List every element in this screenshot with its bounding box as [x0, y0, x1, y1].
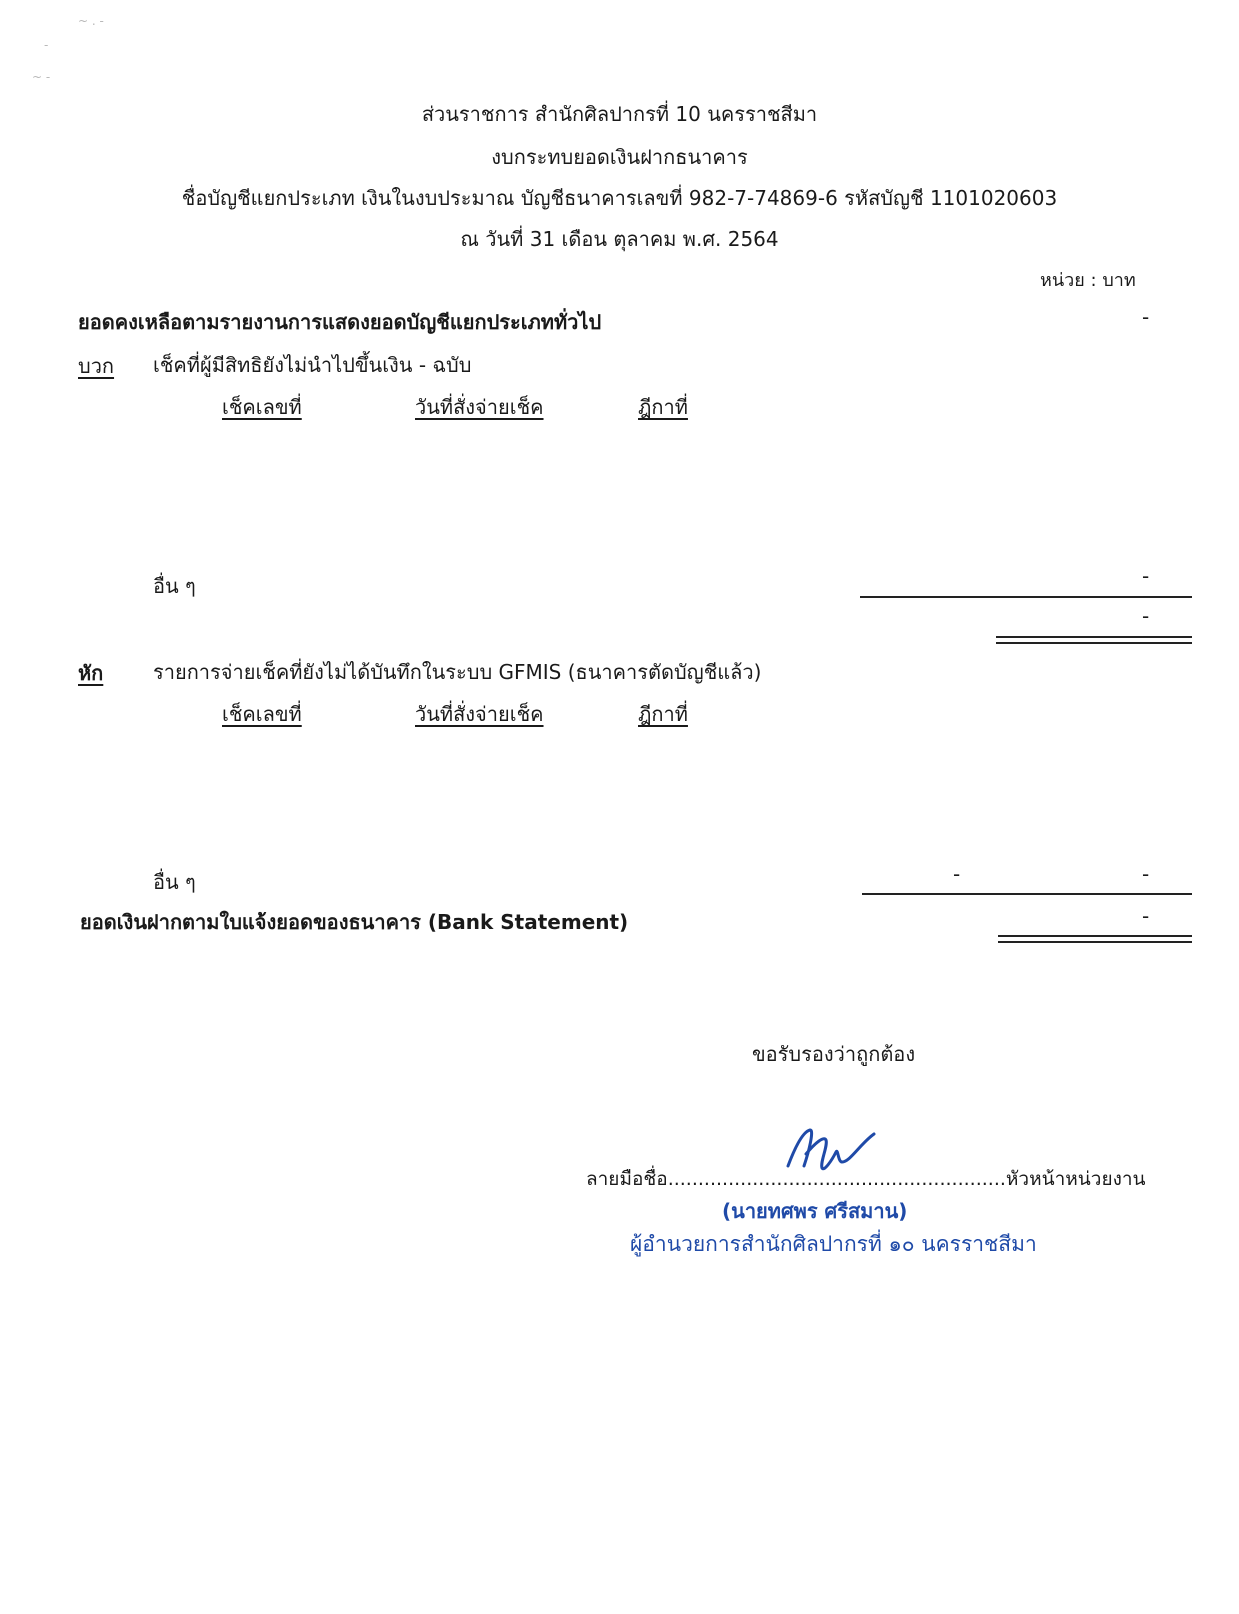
- deduct-others-label: อื่น ๆ: [153, 870, 196, 894]
- signer-name: (นายทศพร ศรีสมาน): [722, 1199, 908, 1223]
- signature-dots: ........................................................: [667, 1168, 1006, 1190]
- add-others-label: อื่น ๆ: [153, 574, 196, 598]
- header-report-title: งบกระทบยอดเงินฝากธนาคาร: [491, 145, 748, 169]
- bank-statement-amount: -: [1142, 904, 1150, 928]
- deduct-description: รายการจ่ายเช็คที่ยังไม่ได้บันทึกในระบบ GFMIS (ธนาคารตัดบัญชีแล้ว): [153, 660, 762, 684]
- certify-text: ขอรับรองว่าถูกต้อง: [752, 1042, 916, 1066]
- add-others-rule: [860, 596, 1192, 598]
- header-account-info: ชื่อบัญชีแยกประเภท เงินในงบประมาณ บัญชีธนาคารเลขที่ 982-7-74869-6 รหัสบัญชี 1101020603: [181, 186, 1058, 210]
- add-tag: บวก: [78, 354, 115, 378]
- add-description: เช็คที่ผู้มีสิทธิยังไม่นำไปขึ้นเงิน - ฉบับ: [153, 353, 472, 377]
- deduct-col-cheque-no: เช็คเลขที่: [222, 702, 302, 726]
- add-col-voucher-no: ฎีกาที่: [638, 395, 688, 419]
- bank-statement-double-rule: [998, 935, 1192, 943]
- handwritten-signature: [780, 1122, 880, 1180]
- signature-prefix: ลายมือชื่อ: [586, 1168, 668, 1190]
- bank-statement-label: ยอดเงินฝากตามใบแจ้งยอดของธนาคาร (Bank Statement): [80, 910, 629, 934]
- header-date: ณ วันที่ 31 เดือน ตุลาคม พ.ศ. 2564: [460, 227, 779, 251]
- add-others-amount: -: [1142, 564, 1150, 588]
- gl-balance-label: ยอดคงเหลือตามรายงานการแสดงยอดบัญชีแยกประเภททั่วไป: [78, 310, 602, 334]
- add-col-cheque-date: วันที่สั่งจ่ายเช็ค: [415, 395, 544, 419]
- scan-speck: -: [44, 38, 49, 52]
- signer-title: ผู้อำนวยการสำนักศิลปากรที่ ๑๐ นครราชสีมา: [630, 1232, 1037, 1256]
- deduct-others-amount-mid: -: [953, 862, 961, 886]
- deduct-others-rule: [862, 893, 1192, 895]
- deduct-tag: หัก: [78, 661, 104, 685]
- header-agency: ส่วนราชการ สำนักศิลปากรที่ 10 นครราชสีมา: [421, 102, 818, 126]
- add-col-cheque-no: เช็คเลขที่: [222, 395, 302, 419]
- scan-speck: ~ -: [32, 70, 51, 84]
- gl-balance-amount: -: [1142, 305, 1150, 329]
- add-subtotal-double-rule: [996, 636, 1192, 644]
- unit-label: หน่วย : บาท: [1040, 270, 1136, 291]
- add-subtotal-amount: -: [1142, 604, 1150, 628]
- scan-speck: ~ . -: [78, 14, 104, 28]
- deduct-col-cheque-date: วันที่สั่งจ่ายเช็ค: [415, 702, 544, 726]
- deduct-others-amount: -: [1142, 862, 1150, 886]
- deduct-col-voucher-no: ฎีกาที่: [638, 702, 688, 726]
- signature-position: หัวหน้าหน่วยงาน: [1005, 1168, 1146, 1190]
